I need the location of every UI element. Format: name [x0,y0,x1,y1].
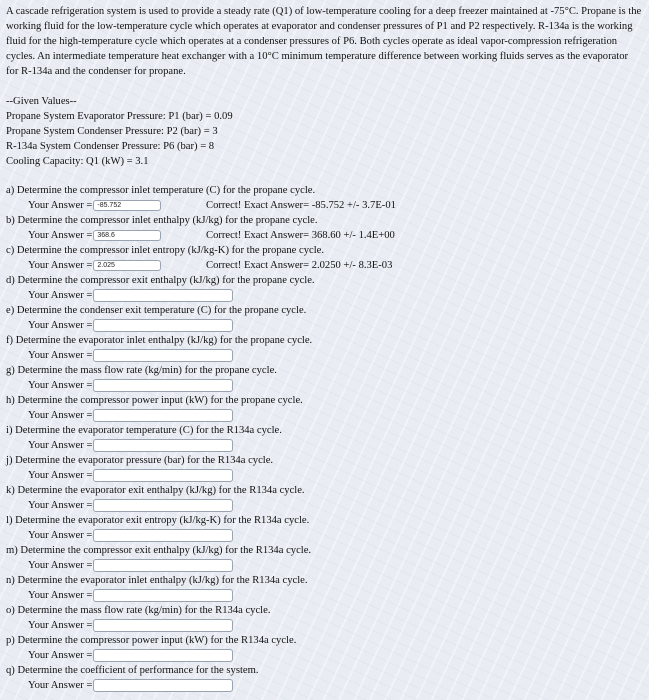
answer-input[interactable] [93,499,233,512]
question-item [6,543,643,573]
question-label: d) Determine the compressor exit enthalpy (kJ/kg) for the propane cycle. [6,275,315,286]
your-answer-label: Your Answer = [28,500,93,511]
answer-feedback: Correct! Exact Answer= 2.0250 +/- 8.3E-03 [206,260,393,271]
answer-row [6,198,643,213]
your-answer-label: Your Answer = [28,530,93,541]
your-answer-label: Your Answer = [28,470,93,481]
question-item [6,333,643,363]
question-item [6,183,643,213]
your-answer-label: Your Answer = [28,410,93,421]
question-item [6,213,643,243]
your-answer-label: Your Answer = [28,320,93,331]
given-value-q1: Cooling Capacity: Q1 (kW) = 3.1 [6,156,149,167]
question-label: o) Determine the mass flow rate (kg/min) for the R134a cycle. [6,605,271,616]
your-answer-label: Your Answer = [28,380,93,391]
answer-input[interactable] [93,289,233,302]
your-answer-label: Your Answer = [28,200,93,211]
answer-row [6,468,643,483]
question-label: m) Determine the compressor exit enthalpy (kJ/kg) for the R134a cycle. [6,545,312,556]
answer-row [6,318,643,333]
question-label: g) Determine the mass flow rate (kg/min) for the propane cycle. [6,365,277,376]
question-list [6,183,643,693]
your-answer-label: Your Answer = [28,560,93,571]
question-label: b) Determine the compressor inlet enthalpy (kJ/kg) for the propane cycle. [6,215,318,226]
answer-input[interactable] [93,409,233,422]
answer-row [6,498,643,513]
question-item [6,663,643,693]
question-item [6,393,643,423]
given-value-p2: Propane System Condenser Pressure: P2 (bar) = 3 [6,126,218,137]
your-answer-label: Your Answer = [28,650,93,661]
answer-feedback: Correct! Exact Answer= 368.60 +/- 1.4E+00 [206,230,395,241]
answer-input[interactable]: -85.752 [93,200,161,211]
question-item [6,483,643,513]
answer-row [6,288,643,303]
your-answer-label: Your Answer = [28,350,93,361]
answer-input[interactable] [93,589,233,602]
answer-input[interactable] [93,439,233,452]
question-label: l) Determine the evaporator exit entropy (kJ/kg-K) for the R134a cycle. [6,515,310,526]
problem-statement-text: A cascade refrigeration system is used to provide a steady rate (Q1) of low-temperature cooling for a deep freezer maintained at -75°C. Propane is the working fluid for the low-temperature cycle which operates at evaporator and condenser pressures of P1 and P2 respectively. R-134a is the working fluid for the high-temperature cycle which operates at a condenser pressures of P6. Both cycles operate as ideal vapor-compression refrigeration cycles. An intermediate temperature heat exchanger with a 10°C minimum temperature difference between working fluids serves as the evaporator for R-134a and the condenser for propane. [6,6,642,77]
your-answer-label: Your Answer = [28,260,93,271]
your-answer-label: Your Answer = [28,230,93,241]
question-label: k) Determine the evaporator exit enthalpy (kJ/kg) for the R134a cycle. [6,485,305,496]
question-item [6,363,643,393]
question-label: c) Determine the compressor inlet entropy (kJ/kg-K) for the propane cycle. [6,245,324,256]
answer-input[interactable] [93,559,233,572]
answer-input[interactable] [93,649,233,662]
answer-row [6,558,643,573]
your-answer-label: Your Answer = [28,590,93,601]
answer-feedback: Correct! Exact Answer= -85.752 +/- 3.7E-01 [206,200,396,211]
answer-row [6,678,643,693]
question-item [6,423,643,453]
question-label: q) Determine the coefficient of performance for the system. [6,665,259,676]
answer-row [6,408,643,423]
question-label: e) Determine the condenser exit temperature (C) for the propane cycle. [6,305,307,316]
question-item [6,453,643,483]
answer-row [6,258,643,273]
question-item [6,603,643,633]
question-item [6,513,643,543]
problem-statement [6,4,643,79]
question-label: h) Determine the compressor power input (kW) for the propane cycle. [6,395,303,406]
question-item [6,243,643,273]
answer-row [6,648,643,663]
answer-input[interactable] [93,619,233,632]
question-label: j) Determine the evaporator pressure (bar) for the R134a cycle. [6,455,274,466]
question-label: n) Determine the evaporator inlet enthalpy (kJ/kg) for the R134a cycle. [6,575,308,586]
answer-row [6,378,643,393]
answer-input[interactable] [93,529,233,542]
answer-input[interactable] [93,349,233,362]
question-item [6,573,643,603]
given-values-header: --Given Values-- [6,96,77,107]
question-label: a) Determine the compressor inlet temperature (C) for the propane cycle. [6,185,316,196]
answer-input[interactable] [93,679,233,692]
answer-row [6,528,643,543]
answer-row [6,588,643,603]
answer-input[interactable] [93,379,233,392]
given-value-p6: R-134a System Condenser Pressure: P6 (bar) = 8 [6,141,215,152]
question-label: i) Determine the evaporator temperature (C) for the R134a cycle. [6,425,282,436]
answer-row [6,348,643,363]
given-value-p1: Propane System Evaporator Pressure: P1 (bar) = 0.09 [6,111,233,122]
answer-row [6,438,643,453]
question-label: f) Determine the evaporator inlet enthalpy (kJ/kg) for the propane cycle. [6,335,313,346]
your-answer-label: Your Answer = [28,440,93,451]
question-item [6,273,643,303]
answer-row [6,228,643,243]
your-answer-label: Your Answer = [28,680,93,691]
answer-input[interactable]: 2.025 [93,260,161,271]
your-answer-label: Your Answer = [28,290,93,301]
given-values [6,94,643,169]
question-item [6,303,643,333]
answer-input[interactable] [93,319,233,332]
answer-input[interactable]: 368.6 [93,230,161,241]
question-item [6,633,643,663]
question-label: p) Determine the compressor power input (kW) for the R134a cycle. [6,635,297,646]
answer-input[interactable] [93,469,233,482]
your-answer-label: Your Answer = [28,620,93,631]
answer-row [6,618,643,633]
